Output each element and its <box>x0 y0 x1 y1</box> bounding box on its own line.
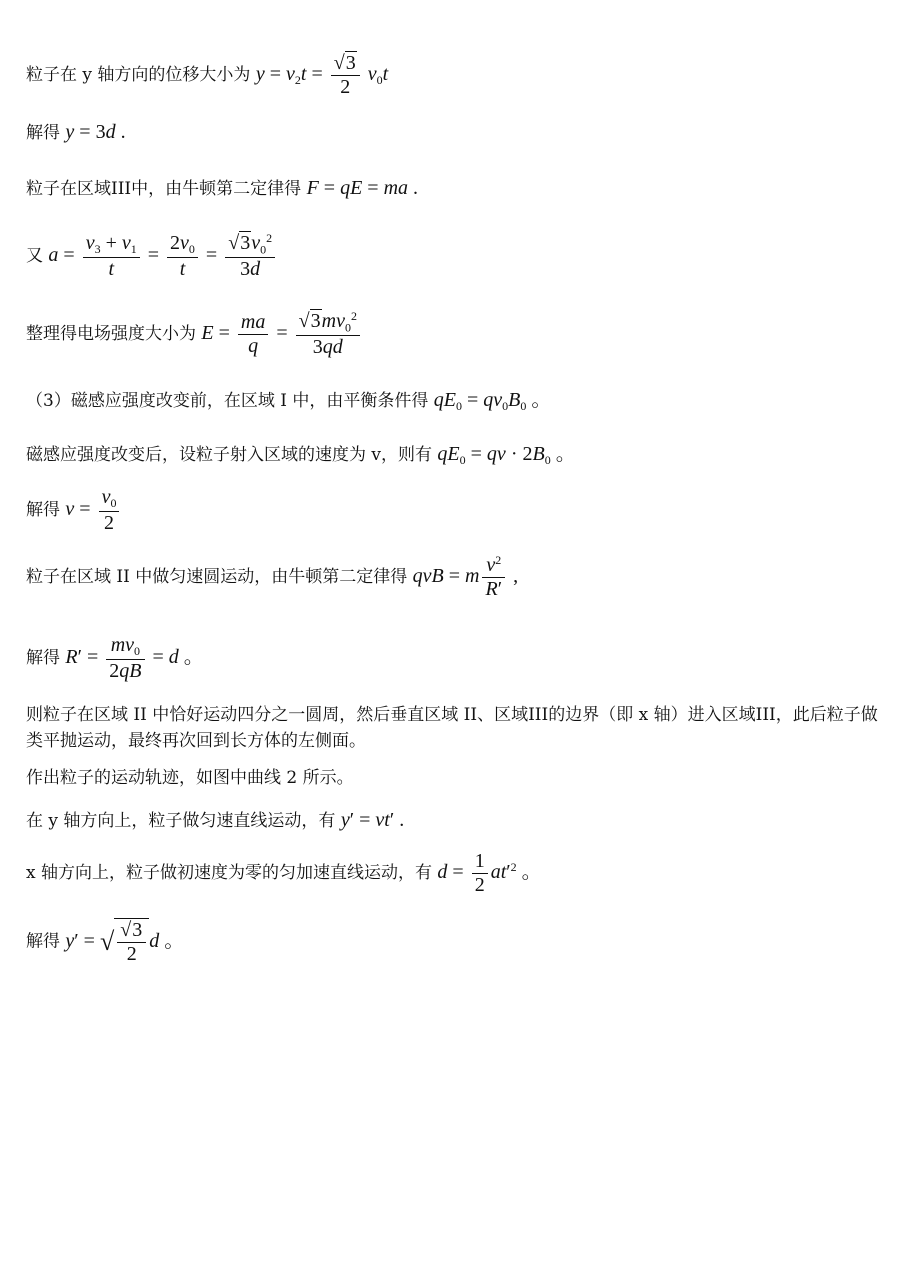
text-line-3: 粒子在区域III中，由牛顿第二定律得 <box>26 179 302 199</box>
equation-radius: R′ = $\frac{mv_0}{2qB}$ = d 。 <box>65 634 204 682</box>
equation-y-3d: y = 3d . <box>65 121 126 143</box>
equation-balance-before: $qE_0 = qv_0B_0$ 。 <box>433 389 552 414</box>
line-y-uniform <box>26 808 404 832</box>
text-line-7: 磁感应强度改变后，设粒子射入区域的速度为 v，则有 <box>26 445 433 465</box>
equation-y-prime-result: y′ = √ $\frac{√3}{2}$ d 。 <box>65 919 185 965</box>
line-after-change <box>26 442 576 468</box>
text-line-14: x 轴方向上，粒子做初速度为零的匀加速直线运动，有 <box>26 863 432 884</box>
text-line-12: 作出粒子的运动轨迹，如图中曲线 2 所示。 <box>26 768 354 788</box>
text-line-9: 粒子在区域 II 中做匀速圆运动，由牛顿第二定律得 <box>26 567 408 588</box>
line-solve-y <box>26 120 126 144</box>
equation-y-prime: y′ = vt′ . <box>340 809 405 831</box>
text-line-11: 则粒子在区域 II 中恰好运动四分之一圆周，然后垂直区域 II、区域III的边界（即 x 轴）进入区域III，此后粒子做类平抛运动，最终再次回到长方体的左侧面。 <box>26 705 878 752</box>
line-x-accelerated <box>26 850 542 897</box>
equation-lorentz-centripetal: qvB = m $\frac{v^2}{R'}$ , <box>412 553 519 601</box>
text-line-13: 在 y 轴方向上，粒子做匀速直线运动，有 <box>26 811 336 831</box>
text-line-4: 又 <box>26 246 43 267</box>
line-solve-v <box>26 486 122 535</box>
line-part3-balance <box>26 388 551 414</box>
equation-d-half-at2: d = $\frac{1}{2}$ $at'^2$ 。 <box>437 850 542 896</box>
equation-y-displacement: $y = v_2t$ = $\frac{√3}{2}$ $v_0t$ <box>255 52 389 98</box>
paragraph-trajectory-description <box>26 702 881 755</box>
text-line-1: 粒子在 y 轴方向的位移大小为 <box>26 65 251 86</box>
line-y-displacement <box>26 52 388 99</box>
line-circular-motion <box>26 554 518 601</box>
line-draw-trajectory <box>26 768 354 788</box>
text-line-2: 解得 <box>26 123 60 143</box>
line-solve-radius <box>26 634 204 683</box>
text-line-10: 解得 <box>26 648 60 669</box>
equation-acceleration: a = $\frac{v_3 + v_1}{t}$ = $\frac{2v_0}{t}$ = $\frac{√3v_0^2}{3d}$ <box>48 244 278 266</box>
equation-f-qe-ma: F = qE = ma . <box>306 177 419 199</box>
text-line-8: 解得 <box>26 500 60 521</box>
line-newton-region3 <box>26 176 418 200</box>
equation-balance-after: $qE_0$ = qv · $2B_0$ 。 <box>437 443 576 468</box>
text-line-15: 解得 <box>26 931 60 952</box>
text-line-5: 整理得电场强度大小为 <box>26 324 196 345</box>
text-line-6: （3）磁感应强度改变前，在区域 I 中，由平衡条件得 <box>26 391 429 411</box>
line-acceleration <box>26 232 278 281</box>
line-field-strength <box>26 310 363 359</box>
line-solve-y-prime <box>26 918 184 966</box>
equation-e-field: E = $\frac{ma}{q}$ = $\frac{√3mv_0^2}{3qd}$ <box>201 322 363 344</box>
equation-v-half: v = $\frac{v_0}{2}$ <box>65 498 122 520</box>
